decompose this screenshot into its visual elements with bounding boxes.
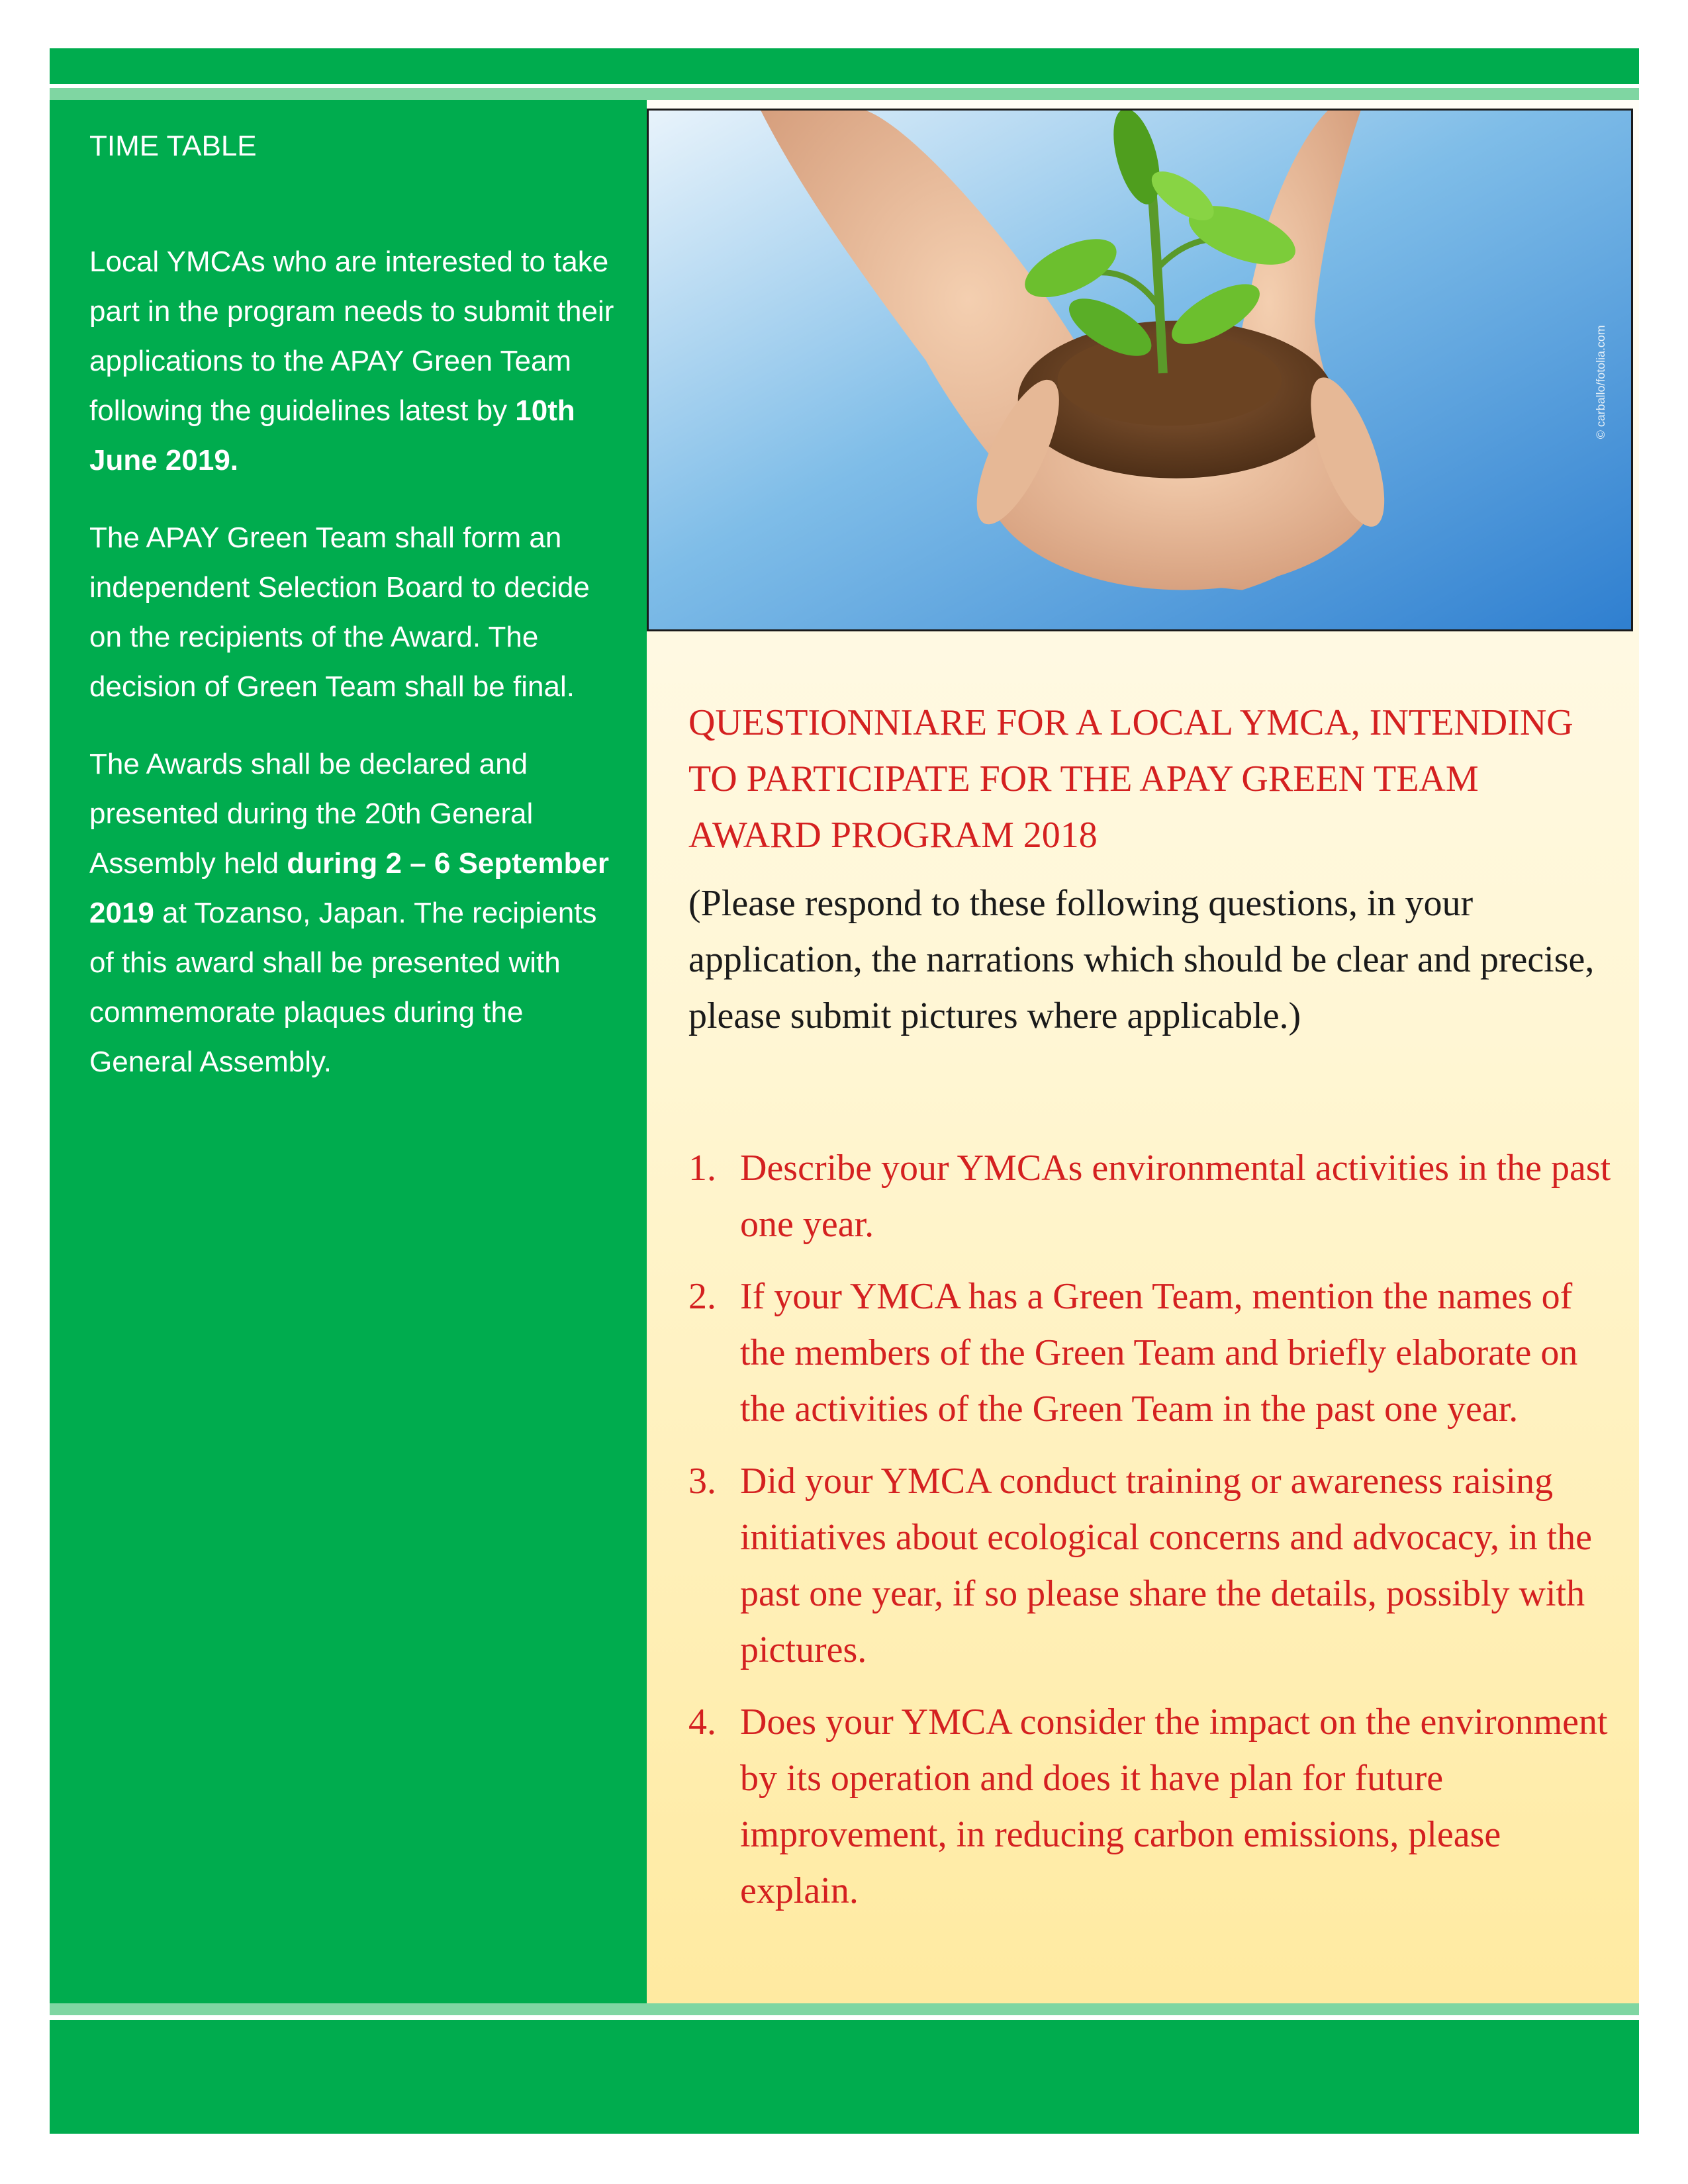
bottom-light-stripe	[50, 2003, 1639, 2015]
application-deadline-paragraph	[89, 237, 619, 485]
question-text: Did your YMCA conduct training or awareness raising initiatives about ecological concerns and advocacy, in the past one year, if so please share the details, possibly with pictures.	[740, 1461, 1592, 1670]
top-green-band	[50, 48, 1639, 84]
question-text: Does your YMCA consider the impact on the environment by its operation and does it have plan for future improvement, in reducing carbon emissions, please explain.	[740, 1702, 1608, 1911]
question-list	[688, 1140, 1615, 1919]
deadline-text: Local YMCAs who are interested to take part in the program needs to submit their applications to the APAY Green Team following the guidelines latest by	[89, 246, 614, 427]
question-number: 3.	[688, 1461, 716, 1502]
question-number: 1.	[688, 1148, 716, 1189]
photo-credit: © carballo/fotolia.com	[1594, 325, 1608, 439]
awards-paragraph	[89, 739, 619, 1087]
awards-during: during	[287, 847, 378, 880]
question-item	[688, 1140, 1615, 1253]
question-item	[688, 1694, 1615, 1919]
question-item	[688, 1269, 1615, 1437]
question-item	[688, 1453, 1615, 1678]
bottom-green-band	[50, 2020, 1639, 2134]
question-text: If your YMCA has a Green Team, mention the names of the members of the Green Team and briefly elaborate on the activities of the Green Team in the past one year.	[740, 1276, 1578, 1430]
questionnaire-title: QUESTIONNIARE FOR A LOCAL YMCA, INTENDING TO PARTICIPATE FOR THE APAY GREEN TEAM AWARD PROGRAM 2018	[688, 702, 1573, 856]
question-number: 4.	[688, 1702, 716, 1743]
time-table-heading: TIME TABLE	[89, 130, 257, 162]
questionnaire-intro: (Please respond to these following questions, in your application, the narrations which should be clear and precise, please submit pictures where applicable.)	[688, 883, 1595, 1036]
hands-seedling-image	[649, 111, 1631, 629]
top-light-stripe	[50, 88, 1639, 100]
question-text: Describe your YMCAs environmental activities in the past one year.	[740, 1148, 1611, 1245]
seedling-photo	[647, 109, 1633, 631]
question-number: 2.	[688, 1276, 716, 1317]
selection-board-paragraph: The APAY Green Team shall form an independent Selection Board to decide on the recipients of the Award. The decision of Green Team shall be final.	[89, 522, 590, 703]
awards-text-a: The Awards shall be declared and presented during the 20th General Assembly held	[89, 748, 534, 880]
questionnaire-section	[688, 695, 1615, 1935]
awards-dates: 2 – 6 September 2019	[89, 847, 609, 929]
deadline-date: 10th June 2019.	[89, 394, 575, 477]
awards-text-b: at Tozanso, Japan. The recipients of this award shall be presented with commemorate plaques during the General Assembly.	[89, 897, 597, 1078]
time-table-section	[89, 121, 619, 1115]
